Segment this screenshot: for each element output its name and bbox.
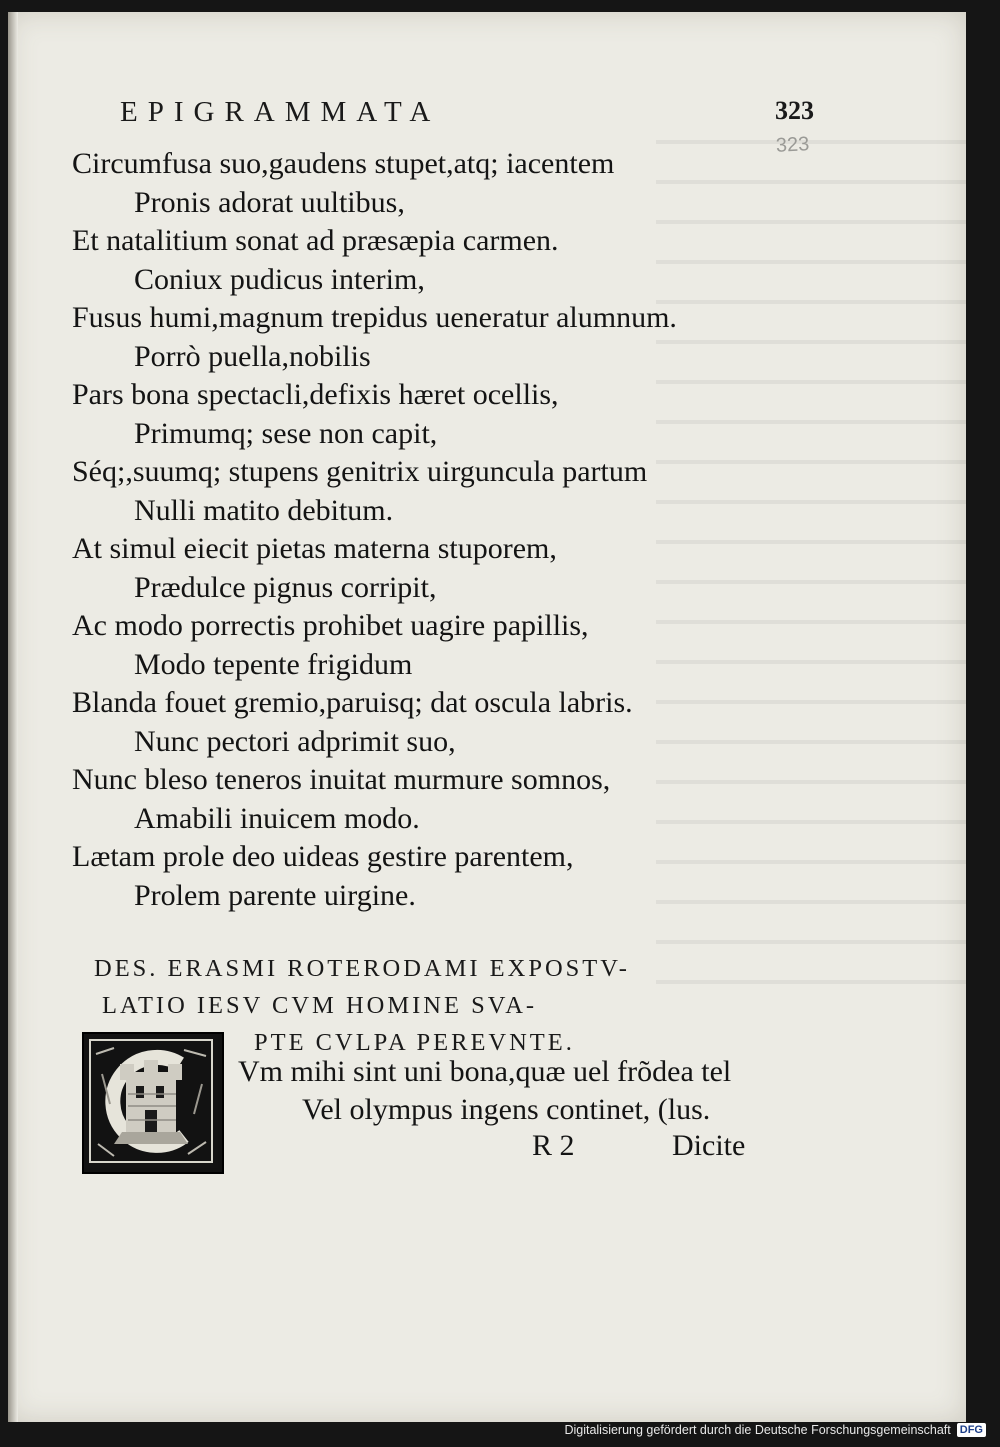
digitization-credit (564, 1419, 986, 1441)
verse-line: Prolem parente uirgine. (134, 878, 416, 912)
second-poem-text (238, 1053, 778, 1129)
book-page (8, 12, 966, 1422)
verse-line: Ac modo porrectis prohibet uagire papillis, (72, 609, 589, 642)
credit-text: Digitalisierung gefördert durch die Deutsche Forschungsgemeinschaft (564, 1423, 951, 1437)
section-title-line: PTE CVLPA PEREVNTE. (254, 1029, 575, 1056)
section-title-line: LATIO IESV CVM HOMINE SVA- (102, 992, 538, 1019)
verse-line: Blanda fouet gremio,paruisq; dat oscula labris. (72, 686, 633, 719)
page-gutter-shadow (8, 12, 18, 1422)
verse-line: Pronis adorat uultibus, (134, 185, 405, 219)
signature-mark: R 2 (532, 1129, 575, 1162)
verse-line: Primumq; sese non capit, (134, 416, 438, 450)
verse-line: Modo tepente frigidum (134, 647, 413, 681)
verse-line: Séq;,suumq; stupens genitrix uirguncula partum (72, 455, 648, 488)
page-header (120, 96, 814, 136)
verse-line: At simul eiecit pietas materna stuporem, (72, 532, 557, 565)
poem-text (72, 145, 762, 915)
dfg-logo-icon: DFG (957, 1423, 986, 1437)
pencil-page-number: 323 (775, 133, 810, 157)
running-head: EPIGRAMMATA (120, 96, 441, 128)
verse-line: Lætam prole deo uideas gestire parentem, (72, 840, 574, 873)
verse-line: Vel olympus ingens continet, (lus. (302, 1093, 711, 1126)
verse-line: Prædulce pignus corripit, (134, 570, 437, 604)
verse-line: Et natalitium sonat ad præsæpia carmen. (72, 224, 559, 257)
verse-line: Nunc bleso teneros inuitat murmure somnos, (72, 763, 611, 796)
verse-line: Circumfusa suo,gaudens stupet,atq; iacentem (72, 147, 615, 180)
verse-line: Coniux pudicus interim, (134, 262, 425, 296)
verse-line: Vm mihi sint uni bona,quæ uel frõdea tel (238, 1055, 732, 1088)
catchword: Dicite (672, 1129, 746, 1162)
page-number: 323 (775, 96, 814, 125)
verse-line: Nulli matito debitum. (134, 493, 394, 527)
verse-line: Pars bona spectacli,defixis hæret ocellis, (72, 378, 559, 411)
verse-line: Porrò puella,nobilis (134, 339, 371, 373)
section-title-line: DES. ERASMI ROTERODAMI EXPOSTV- (94, 955, 630, 982)
verse-line: Amabili inuicem modo. (134, 801, 420, 835)
verse-line: Fusus humi,magnum trepidus ueneratur alumnum. (72, 301, 677, 334)
woodcut-tower-initial-icon (82, 1032, 224, 1174)
verse-line: Nunc pectori adprimit suo, (134, 724, 456, 758)
